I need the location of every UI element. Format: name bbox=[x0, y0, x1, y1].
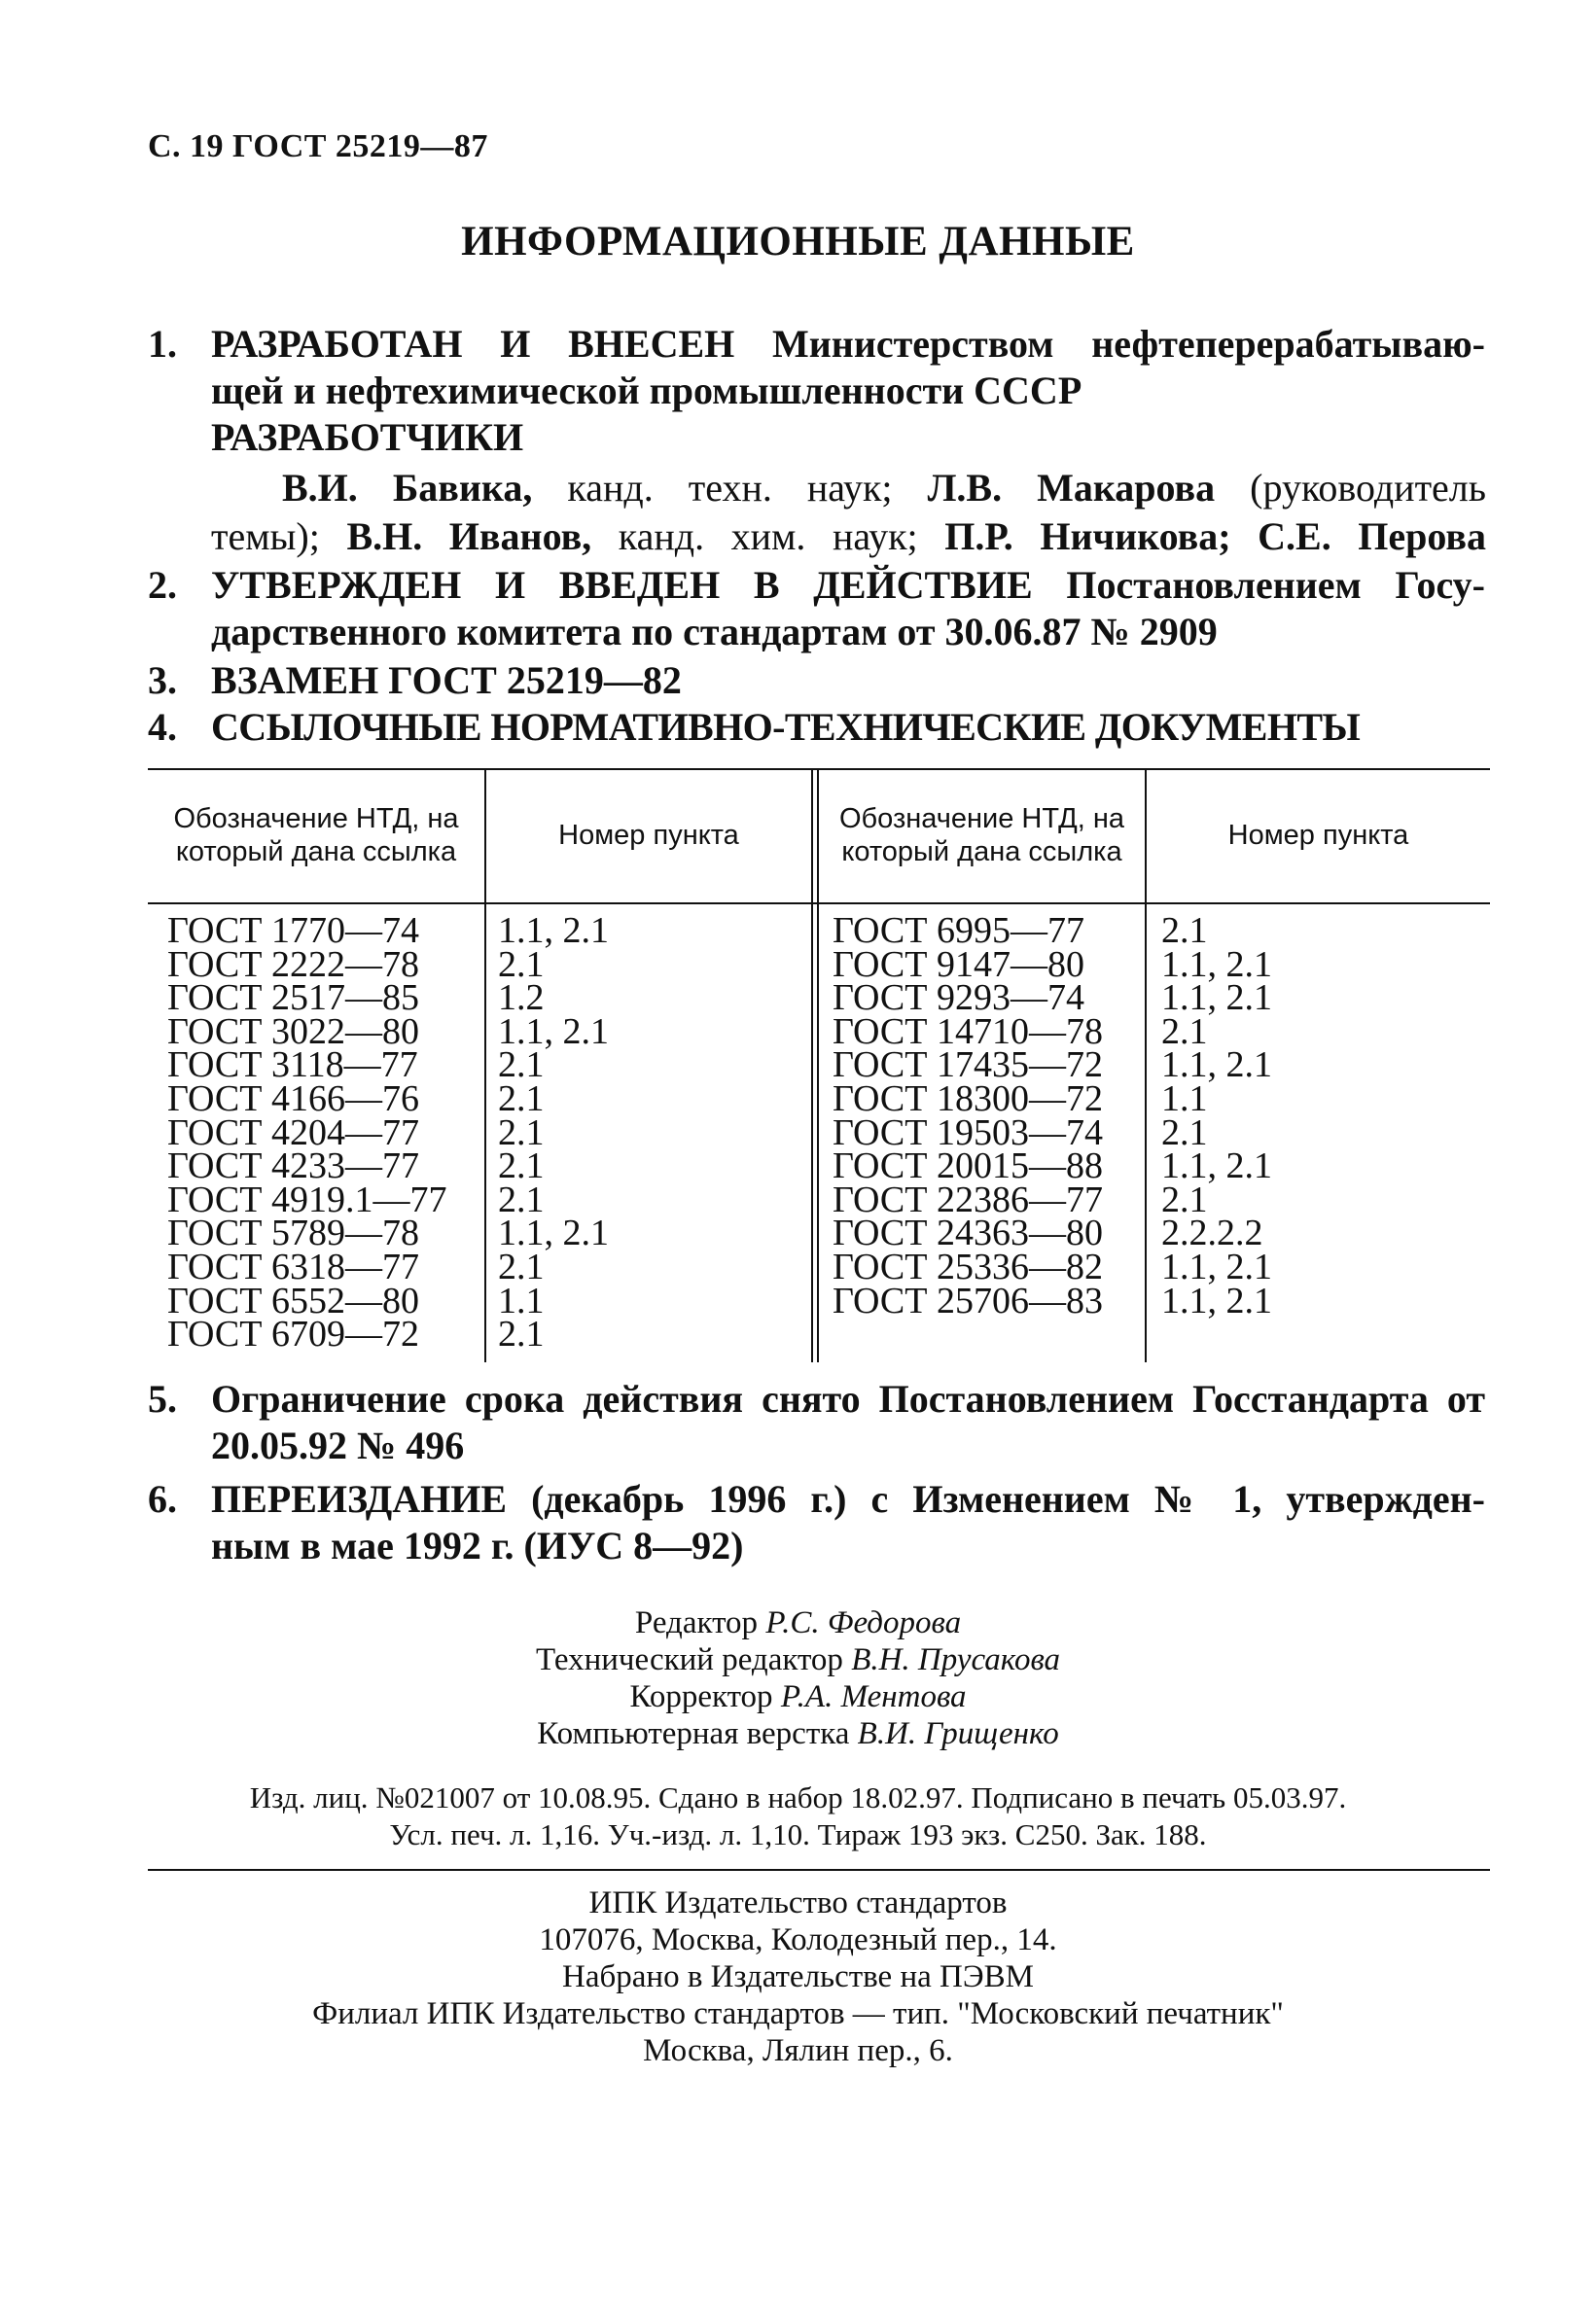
table-cell-doc: ГОСТ 3118—77 bbox=[167, 1044, 418, 1086]
item-number: 4. bbox=[148, 705, 177, 749]
table-cell-point: 2.1 bbox=[498, 943, 545, 985]
tech-editor-name: В.Н. Прусакова bbox=[851, 1642, 1061, 1677]
item-6-line-1 bbox=[211, 1476, 1485, 1523]
table-cell-point: 1.2 bbox=[498, 977, 545, 1019]
item-5-line-1: Ограничение срока действия снято Постановлением Госстандарта от bbox=[211, 1377, 1485, 1421]
table-cell-doc: ГОСТ 14710—78 bbox=[833, 1010, 1103, 1052]
item-2-line-1 bbox=[211, 562, 1485, 609]
table-cell-point: 1.1 bbox=[1161, 1077, 1208, 1119]
table-cell-point: 1.1, 2.1 bbox=[498, 1213, 609, 1254]
table-cell-point: 2.1 bbox=[498, 1111, 545, 1153]
table-cell-doc: ГОСТ 25706—83 bbox=[833, 1280, 1103, 1321]
table-cell-point: 2.1 bbox=[498, 1179, 545, 1220]
publisher-line-2: 107076, Москва, Колодезный пер., 14. bbox=[539, 1922, 1057, 1957]
table-cell-doc: ГОСТ 20015—88 bbox=[833, 1145, 1103, 1187]
table-cell-doc: ГОСТ 22386—77 bbox=[833, 1179, 1103, 1220]
item-number: 3. bbox=[148, 658, 177, 702]
developer-role: (руководитель bbox=[1215, 466, 1487, 510]
table-cell-point: 2.1 bbox=[498, 1145, 545, 1187]
item-2-line-2: дарственного комитета по стандартам от 30.06.87 № 2909 bbox=[211, 610, 1218, 653]
item-1-line-1 bbox=[211, 321, 1485, 368]
tech-editor-line bbox=[0, 1641, 1596, 1678]
table-cell-doc: ГОСТ 6552—80 bbox=[167, 1280, 419, 1321]
editors-block bbox=[0, 1604, 1596, 1752]
developer-name: П.Р. Ничикова; С.Е. Перова bbox=[944, 514, 1487, 558]
item-number: 5. bbox=[148, 1377, 177, 1421]
developer-name: В.И. Бавика, bbox=[282, 466, 533, 510]
publisher-block bbox=[0, 1884, 1596, 2069]
table-cell-point: 1.1, 2.1 bbox=[1161, 1246, 1272, 1287]
item-number: 6. bbox=[148, 1477, 177, 1521]
item-1-lead: РАЗРАБОТАН И ВНЕСЕН bbox=[211, 322, 735, 366]
table-cell-point: 1.1, 2.1 bbox=[1161, 1044, 1272, 1086]
developers-label: РАЗРАБОТЧИКИ bbox=[211, 415, 524, 459]
publication-line-2: Усл. печ. л. 1,16. Уч.-изд. л. 1,10. Тираж 193 экз. С250. Зак. 188. bbox=[389, 1817, 1207, 1851]
editor-label: Редактор bbox=[634, 1605, 759, 1640]
developer-name: В.Н. Иванов, bbox=[346, 514, 592, 558]
table-header-doc-a: Обозначение НТД, на который дана ссылка bbox=[173, 803, 459, 867]
item-3-text: ВЗАМЕН ГОСТ 25219—82 bbox=[211, 658, 682, 702]
item-5-line-2: 20.05.92 № 496 bbox=[211, 1424, 465, 1467]
table-cell-doc: ГОСТ 6318—77 bbox=[167, 1246, 419, 1287]
table-cell-point: 2.1 bbox=[498, 1077, 545, 1119]
table-cell-point: 2.1 bbox=[1161, 1111, 1208, 1153]
table-cell-point: 1.1, 2.1 bbox=[1161, 1145, 1272, 1187]
references-table bbox=[148, 768, 1490, 1362]
table-cell-point: 2.1 bbox=[498, 1044, 545, 1086]
table-cell-point: 2.1 bbox=[498, 1314, 545, 1356]
table-cell-point: 1.1 bbox=[498, 1280, 545, 1321]
item-number: 2. bbox=[148, 563, 177, 607]
table-divider bbox=[811, 768, 813, 1362]
layout-line bbox=[0, 1715, 1596, 1752]
developers-line-1 bbox=[282, 465, 1486, 511]
editor-line bbox=[0, 1604, 1596, 1641]
developer-degree: канд. техн. наук; bbox=[532, 466, 928, 510]
page-title: ИНФОРМАЦИОННЫЕ ДАННЫЕ bbox=[461, 219, 1135, 264]
table-cell-doc: ГОСТ 2517—85 bbox=[167, 977, 419, 1019]
table-cell-doc: ГОСТ 1770—74 bbox=[167, 910, 419, 951]
item-2-text-1: Постановлением Госу- bbox=[1066, 563, 1485, 607]
item-6-lead: ПЕРЕИЗДАНИЕ bbox=[211, 1477, 508, 1521]
table-column-docs-left bbox=[167, 910, 447, 1356]
corrector-line bbox=[0, 1678, 1596, 1715]
table-cell-doc: ГОСТ 3022—80 bbox=[167, 1010, 419, 1052]
developer-role: темы); bbox=[211, 514, 347, 558]
table-cell-doc: ГОСТ 9293—74 bbox=[833, 977, 1084, 1019]
item-1-text-1: Министерством нефтеперерабатываю- bbox=[772, 322, 1485, 366]
table-cell-doc: ГОСТ 19503—74 bbox=[833, 1111, 1103, 1153]
developer-degree: канд. хим. наук; bbox=[591, 514, 945, 558]
table-cell-doc: ГОСТ 17435—72 bbox=[833, 1044, 1103, 1086]
table-header-point-a: Номер пункта bbox=[558, 820, 739, 851]
footer-rule bbox=[148, 1869, 1490, 1871]
publication-info bbox=[0, 1779, 1596, 1853]
layout-label: Компьютерная верстка bbox=[537, 1716, 850, 1751]
item-1-line-2: щей и нефтехимической промышленности СССР bbox=[211, 369, 1082, 412]
table-cell-doc: ГОСТ 4919.1—77 bbox=[167, 1179, 447, 1220]
table-cell-point: 1.1, 2.1 bbox=[1161, 1280, 1272, 1321]
table-cell-point: 2.1 bbox=[1161, 1179, 1208, 1220]
table-column-docs-right bbox=[833, 910, 1103, 1321]
table-cell-doc: ГОСТ 9147—80 bbox=[833, 943, 1084, 985]
table-cell-doc: ГОСТ 25336—82 bbox=[833, 1246, 1103, 1287]
developer-name: Л.В. Макарова bbox=[927, 466, 1216, 510]
publication-line-1: Изд. лиц. №021007 от 10.08.95. Сдано в набор 18.02.97. Подписано в печать 05.03.97. bbox=[249, 1780, 1347, 1814]
publisher-line-4: Филиал ИПК Издательство стандартов — тип. "Московский печатник" bbox=[312, 1996, 1284, 2031]
table-cell-point: 2.2.2.2 bbox=[1161, 1213, 1263, 1254]
table-cell-doc: ГОСТ 5789—78 bbox=[167, 1213, 419, 1254]
item-6-text-1: (декабрь 1996 г.) с Изменением № 1, утвержден- bbox=[531, 1477, 1485, 1521]
item-number: 1. bbox=[148, 322, 177, 366]
item-4-text: ССЫЛОЧНЫЕ НОРМАТИВНО-ТЕХНИЧЕСКИЕ ДОКУМЕНТЫ bbox=[211, 705, 1361, 749]
table-cell-point: 2.1 bbox=[1161, 910, 1208, 951]
table-cell-point: 1.1, 2.1 bbox=[1161, 977, 1272, 1019]
layout-name: В.И. Грищенко bbox=[857, 1716, 1059, 1751]
table-cell-doc: ГОСТ 24363—80 bbox=[833, 1213, 1103, 1254]
table-cell-point: 1.1, 2.1 bbox=[498, 1010, 609, 1052]
developers-line-2 bbox=[211, 513, 1486, 560]
table-cell-doc: ГОСТ 2222—78 bbox=[167, 943, 419, 985]
table-cell-doc: ГОСТ 4204—77 bbox=[167, 1111, 419, 1153]
table-header-point-b: Номер пункта bbox=[1227, 820, 1409, 851]
table-cell-doc: ГОСТ 18300—72 bbox=[833, 1077, 1103, 1119]
table-header-doc-b: Обозначение НТД, на который дана ссылка bbox=[838, 803, 1124, 867]
table-column-points-left bbox=[498, 910, 609, 1356]
table-column-points-right bbox=[1161, 910, 1272, 1321]
table-cell-doc: ГОСТ 4233—77 bbox=[167, 1145, 419, 1187]
table-cell-doc: ГОСТ 6995—77 bbox=[833, 910, 1084, 951]
editor-name: Р.С. Федорова bbox=[765, 1605, 962, 1640]
item-6-line-2: ным в мае 1992 г. (ИУС 8—92) bbox=[211, 1524, 744, 1567]
table-cell-point: 2.1 bbox=[1161, 1010, 1208, 1052]
publisher-line-1: ИПК Издательство стандартов bbox=[588, 1885, 1008, 1920]
publisher-line-3: Набрано в Издательстве на ПЭВМ bbox=[562, 1959, 1034, 1994]
table-cell-point: 2.1 bbox=[498, 1246, 545, 1287]
publisher-line-5: Москва, Лялин пер., 6. bbox=[643, 2033, 953, 2068]
table-cell-point: 1.1, 2.1 bbox=[1161, 943, 1272, 985]
corrector-name: Р.А. Ментова bbox=[780, 1679, 967, 1714]
item-2-lead: УТВЕРЖДЕН И ВВЕДЕН В ДЕЙСТВИЕ bbox=[211, 563, 1033, 607]
corrector-label: Корректор bbox=[629, 1679, 773, 1714]
tech-editor-label: Технический редактор bbox=[535, 1642, 843, 1677]
table-header-rule bbox=[148, 902, 1490, 904]
table-cell-point: 1.1, 2.1 bbox=[498, 910, 609, 951]
table-cell-doc: ГОСТ 4166—76 bbox=[167, 1077, 419, 1119]
table-cell-doc: ГОСТ 6709—72 bbox=[167, 1314, 419, 1356]
page-header: С. 19 ГОСТ 25219—87 bbox=[148, 128, 488, 164]
